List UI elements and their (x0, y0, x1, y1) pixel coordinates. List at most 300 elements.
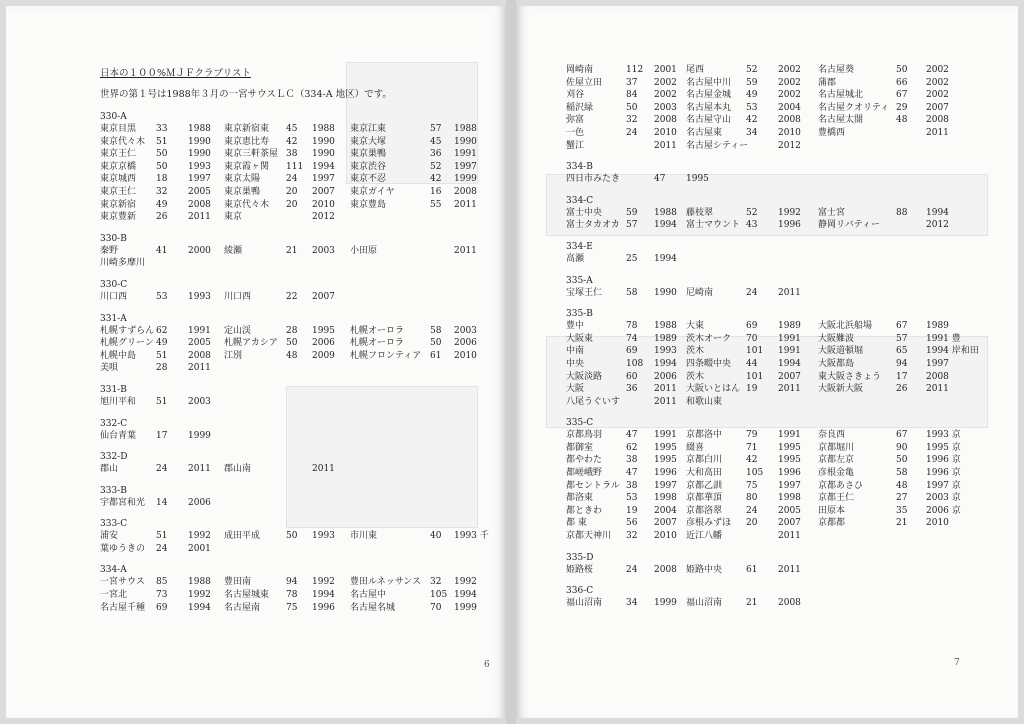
club-name: 江別 (224, 350, 243, 361)
club-row (566, 320, 1006, 333)
member-count: 50 (156, 149, 168, 160)
club-name: 名古屋守山 (686, 115, 732, 126)
club-name: 福山沼南 (686, 598, 723, 609)
member-count: 52 (746, 207, 758, 218)
club-row (100, 291, 500, 304)
year: 2011 (454, 245, 477, 256)
club-name: 豊中 (566, 321, 585, 332)
year: 1997 (778, 480, 801, 491)
year: 2007 (312, 291, 335, 302)
club-name: 名古屋太閤 (818, 115, 864, 126)
club-name: 京都王仁 (818, 493, 855, 504)
club-name: 静岡リバティー (818, 220, 881, 231)
club-name: 八尾うぐいす (566, 396, 621, 407)
club-name: 茨木 (686, 346, 705, 357)
year: 1997 (312, 174, 335, 185)
club-name: 東京巣鴨 (350, 149, 387, 160)
club-name: 高瀬 (566, 253, 585, 264)
member-count: 57 (896, 333, 908, 344)
right-page (516, 6, 1018, 718)
member-count: 105 (430, 590, 448, 601)
member-count: 17 (896, 371, 908, 382)
year: 1992 (454, 577, 477, 588)
club-name: 成田平成 (224, 531, 261, 542)
year: 1993 (188, 161, 211, 172)
year: 1994 岸和田 (926, 346, 979, 357)
club-name: 豊田南 (224, 577, 252, 588)
club-name: 東京巣鴨 (224, 186, 261, 197)
member-count: 24 (156, 543, 168, 554)
club-name: 東京三軒茶屋 (224, 149, 279, 160)
member-count: 50 (286, 338, 298, 349)
district-code: 330-C (100, 279, 128, 290)
club-row (566, 114, 1006, 127)
year: 2008 (926, 115, 949, 126)
year: 1999 (654, 598, 677, 609)
club-name: 札幌フロンティア (350, 350, 422, 361)
club-name: 東大阪さきょう (818, 371, 882, 382)
right-page-content (566, 64, 1006, 619)
year: 1990 (312, 136, 335, 147)
club-name: 東京代々木 (100, 136, 146, 147)
club-row (566, 505, 1006, 518)
year: 1999 (188, 430, 211, 441)
club-row (566, 345, 1006, 358)
member-count: 44 (746, 358, 758, 369)
member-count: 51 (156, 531, 168, 542)
club-name: 1995 (686, 174, 709, 185)
district-group (100, 451, 500, 476)
district-code: 334-A (100, 565, 127, 576)
year: 1995 京 (926, 442, 961, 453)
year: 2008 (778, 115, 801, 126)
member-count: 67 (896, 430, 908, 441)
member-count: 49 (156, 199, 168, 210)
member-count: 24 (746, 505, 758, 516)
year: 2006 (454, 338, 477, 349)
year: 2010 (454, 350, 477, 361)
year: 1990 (454, 136, 477, 147)
club-row (566, 140, 1006, 153)
member-count: 108 (626, 358, 644, 369)
club-name: 東京代々木 (224, 199, 270, 210)
year: 1992 (188, 590, 211, 601)
club-name: 東京王仁 (100, 149, 137, 160)
district-group (100, 564, 500, 614)
club-name: 東京霞ヶ関 (224, 161, 270, 172)
club-name: 都御室 (566, 442, 594, 453)
year: 2008 (188, 350, 211, 361)
year: 2011 (454, 199, 477, 210)
club-name: 都嵯峨野 (566, 468, 603, 479)
year: 1993 京 (926, 430, 961, 441)
year: 2002 (778, 65, 801, 75)
year: 2011 (654, 140, 677, 151)
club-row (100, 530, 500, 543)
club-row (100, 576, 500, 589)
year: 1991 (778, 333, 801, 344)
club-name: 川崎多摩川 (100, 258, 146, 269)
year: 2006 (654, 371, 677, 382)
club-name: 名古屋クオリティ (818, 102, 890, 113)
member-count: 94 (286, 577, 298, 588)
year: 1994 (654, 253, 677, 264)
member-count: 57 (430, 124, 442, 134)
club-groups (100, 111, 500, 614)
club-name: 蟹江 (566, 140, 585, 151)
year: 1994 (312, 590, 335, 601)
member-count: 22 (286, 291, 298, 302)
club-row (566, 253, 1006, 266)
member-count: 29 (896, 102, 908, 113)
year: 47 (654, 174, 666, 185)
club-name: 名古屋中川 (686, 77, 732, 88)
year: 1995 (312, 325, 335, 336)
club-name: 都洛東 (566, 493, 594, 504)
year: 2002 (926, 65, 949, 75)
lead-sentence: 世界の第１号は1988年３月の一宮サウスＬＣ（334-A 地区）です。 (100, 89, 392, 100)
club-name: 福山沼南 (566, 598, 603, 609)
club-name: 東京王仁 (100, 186, 137, 197)
member-count: 48 (896, 115, 908, 126)
club-row (100, 199, 500, 212)
member-count: 71 (746, 442, 758, 453)
club-name: 大阪都島 (818, 358, 855, 369)
club-row (100, 123, 500, 136)
member-count: 60 (626, 371, 638, 382)
club-name: 大阪東 (566, 333, 594, 344)
year: 1993 (654, 346, 677, 357)
district-code: 334-E (566, 241, 593, 252)
year: 2011 (312, 464, 335, 475)
club-name: 名古屋金城 (686, 90, 732, 101)
club-name: 宝塚王仁 (566, 287, 603, 298)
club-name: 綴喜 (686, 442, 705, 453)
member-count: 75 (286, 602, 298, 613)
district-code: 332-D (100, 452, 128, 463)
year: 1994 (312, 161, 335, 172)
district-group (100, 418, 500, 443)
member-count: 32 (156, 186, 168, 197)
club-name: 富士タカオカ (566, 220, 620, 231)
club-row (566, 480, 1006, 493)
year: 2006 (312, 338, 335, 349)
club-name: 名古屋葵 (818, 65, 855, 75)
club-name: 札幌オーロラ (350, 325, 405, 336)
year: 1988 (454, 124, 477, 134)
club-name: 札幌すずらん (100, 325, 155, 336)
year: 1991 (188, 325, 211, 336)
club-name: 姫路桜 (566, 564, 594, 575)
club-name: 彦根みずほ (686, 518, 732, 529)
club-name: 弥富 (566, 115, 585, 126)
district-code: 334-C (566, 195, 594, 206)
club-name: 尾西 (686, 65, 705, 75)
club-name: 札幌中島 (100, 350, 137, 361)
year: 1991 (778, 346, 801, 357)
district-group (566, 417, 1006, 542)
member-count: 50 (896, 65, 908, 75)
club-name: 市川東 (350, 531, 378, 542)
club-name: 姫路中央 (686, 564, 723, 575)
club-name: 東京太陽 (224, 174, 261, 185)
year: 2004 (654, 505, 677, 516)
club-groups (566, 64, 1006, 610)
member-count: 69 (626, 346, 638, 357)
year: 1994 (654, 220, 677, 231)
club-row (566, 287, 1006, 300)
club-name: 彦根金亀 (818, 468, 855, 479)
district-code: 336-C (566, 586, 594, 597)
member-count: 50 (286, 531, 298, 542)
club-row (566, 530, 1006, 543)
club-name: 大阪難波 (818, 333, 855, 344)
year: 1997 京 (926, 480, 961, 491)
club-row (100, 497, 500, 510)
club-name: 宇都宮和光 (100, 497, 146, 508)
member-count: 65 (896, 346, 908, 357)
club-row (566, 396, 1006, 409)
district-code: 332-C (100, 418, 128, 429)
club-name: 美唄 (100, 363, 119, 374)
club-name: 京都堀川 (818, 442, 855, 453)
member-count: 73 (156, 590, 168, 601)
year: 1999 (454, 602, 477, 613)
year: 1990 (188, 136, 211, 147)
member-count: 32 (626, 531, 638, 542)
year: 1996 (778, 220, 801, 231)
club-row (566, 429, 1006, 442)
member-count: 94 (896, 358, 908, 369)
club-name: 田原本 (818, 505, 846, 516)
member-count: 45 (430, 136, 442, 147)
member-count: 57 (626, 220, 638, 231)
club-name: 札幌オーロラ (350, 338, 405, 349)
member-count: 41 (156, 245, 168, 256)
year: 1988 (654, 321, 677, 332)
member-count: 101 (746, 346, 764, 357)
club-row (100, 463, 500, 476)
year: 2010 (312, 199, 335, 210)
member-count: 70 (746, 333, 758, 344)
club-name: 富士マウント (686, 220, 741, 231)
club-name: 奈良西 (818, 430, 846, 441)
member-count: 55 (430, 199, 442, 210)
district-group (566, 161, 1006, 186)
club-name: 京都乙訓 (686, 480, 723, 491)
member-count: 51 (156, 396, 168, 407)
member-count: 78 (286, 590, 298, 601)
club-name: 旭川平和 (100, 396, 137, 407)
club-row (566, 358, 1006, 371)
member-count: 61 (430, 350, 442, 361)
club-name: 名古屋千種 (100, 602, 146, 613)
club-name: 秦野 (100, 245, 119, 256)
member-count: 34 (626, 598, 638, 609)
year: 2007 (778, 371, 801, 382)
club-name: 一宮サウス (100, 577, 145, 588)
club-row (566, 173, 1006, 186)
club-row (100, 161, 500, 174)
year: 1994 (926, 207, 949, 218)
year: 1990 (654, 287, 677, 298)
member-count: 51 (156, 136, 168, 147)
club-name: 大阪 (566, 384, 585, 395)
club-name: 東京城西 (100, 174, 137, 185)
year: 2012 (926, 220, 949, 231)
year: 2011 (188, 464, 211, 475)
year: 1989 (778, 321, 801, 332)
year: 1988 (188, 124, 211, 134)
member-count: 52 (430, 161, 442, 172)
club-name: 名古屋南 (224, 602, 261, 613)
member-count: 24 (626, 564, 638, 575)
member-count: 59 (626, 207, 638, 218)
year: 2007 (312, 186, 335, 197)
year: 1991 (654, 430, 677, 441)
district-code: 330-B (100, 233, 127, 244)
year: 2010 (654, 531, 677, 542)
year: 1997 (188, 174, 211, 185)
club-name: 東京目黒 (100, 124, 137, 134)
year: 1998 (778, 493, 801, 504)
club-name: 葉ゆうきの (100, 543, 146, 554)
year: 2003 (312, 245, 335, 256)
district-code: 335-C (566, 418, 594, 429)
year: 1996 (654, 468, 677, 479)
club-name: 京都洛翠 (686, 505, 723, 516)
club-name: 名古屋名城 (350, 602, 396, 613)
club-name: 名古屋城東 (224, 590, 270, 601)
year: 1996 (778, 468, 801, 479)
club-name: 蒲郡 (818, 77, 837, 88)
club-name: 京都天神川 (566, 531, 612, 542)
district-group (566, 308, 1006, 408)
member-count: 48 (896, 480, 908, 491)
year: 1995 (778, 455, 801, 466)
year: 1997 (926, 358, 949, 369)
year: 2002 (654, 90, 677, 101)
year: 2012 (778, 140, 801, 151)
year: 1990 (312, 149, 335, 160)
club-name: 中南 (566, 346, 585, 357)
year: 2007 (778, 518, 801, 529)
year: 2008 (778, 598, 801, 609)
club-name: 東京江東 (350, 124, 387, 134)
member-count: 26 (896, 384, 908, 395)
district-code: 335-D (566, 552, 594, 563)
year: 2007 (926, 102, 949, 113)
member-count: 42 (286, 136, 298, 147)
member-count: 78 (626, 321, 638, 332)
club-row (100, 245, 500, 258)
club-row (100, 589, 500, 602)
club-name: 都セントラル (566, 480, 620, 491)
member-count: 80 (746, 493, 758, 504)
club-row (566, 64, 1006, 77)
year: 2008 (188, 199, 211, 210)
member-count: 17 (156, 430, 168, 441)
year: 1991 豊 (926, 333, 961, 344)
club-name: 大阪いとはん (686, 384, 741, 395)
member-count: 37 (626, 77, 638, 88)
year: 1993 (312, 531, 335, 542)
club-row (566, 454, 1006, 467)
year: 2003 (454, 325, 477, 336)
member-count: 111 (286, 161, 304, 172)
district-code: 335-B (566, 309, 593, 320)
club-row (566, 333, 1006, 346)
district-group (100, 485, 500, 510)
district-code: 333-C (100, 519, 128, 530)
year: 2001 (188, 543, 211, 554)
district-group (566, 64, 1006, 152)
member-count: 14 (156, 497, 168, 508)
club-name: 川口西 (224, 291, 252, 302)
member-count: 66 (896, 77, 908, 88)
member-count: 42 (746, 115, 758, 126)
year: 2008 (926, 371, 949, 382)
member-count: 16 (430, 186, 442, 197)
member-count: 70 (430, 602, 442, 613)
year: 1994 (454, 590, 477, 601)
member-count: 24 (286, 174, 298, 185)
club-name: 京都あさひ (818, 480, 864, 491)
year: 1999 (454, 174, 477, 185)
year: 2009 (312, 350, 335, 361)
year: 1994 (654, 358, 677, 369)
member-count: 53 (626, 493, 638, 504)
member-count: 21 (746, 598, 758, 609)
year: 1989 (926, 321, 949, 332)
district-code: 335-A (566, 275, 593, 286)
club-name: 近江八幡 (686, 531, 723, 542)
district-code: 333-B (100, 485, 127, 496)
club-row (566, 564, 1006, 577)
member-count: 38 (626, 480, 638, 491)
year: 2002 (654, 77, 677, 88)
club-name: 名古屋本丸 (686, 102, 732, 113)
year: 1993 千 (454, 531, 489, 542)
club-name: 四日市みたき (566, 174, 621, 185)
club-name: 札幌グリーン (100, 338, 154, 349)
club-row (100, 337, 500, 350)
club-name: 都ときわ (566, 505, 603, 516)
club-row (100, 325, 500, 338)
year: 1997 (454, 161, 477, 172)
district-group (100, 518, 500, 555)
club-name: 尼崎南 (686, 287, 714, 298)
member-count: 24 (156, 464, 168, 475)
year: 1990 (188, 149, 211, 160)
club-name: 名古屋東 (686, 127, 723, 138)
year: 1995 (654, 442, 677, 453)
member-count: 74 (626, 333, 638, 344)
book-spine (506, 0, 516, 724)
member-count: 50 (156, 161, 168, 172)
year: 2008 (654, 564, 677, 575)
left-page (6, 6, 506, 718)
club-name: 稲沢緑 (566, 102, 594, 113)
club-row (100, 136, 500, 149)
club-name: 岡崎南 (566, 65, 594, 75)
district-code: 331-A (100, 313, 127, 324)
club-name: 大阪新大阪 (818, 384, 864, 395)
member-count: 38 (626, 455, 638, 466)
year: 2010 (778, 127, 801, 138)
member-count: 42 (430, 174, 442, 185)
member-count: 40 (430, 531, 442, 542)
